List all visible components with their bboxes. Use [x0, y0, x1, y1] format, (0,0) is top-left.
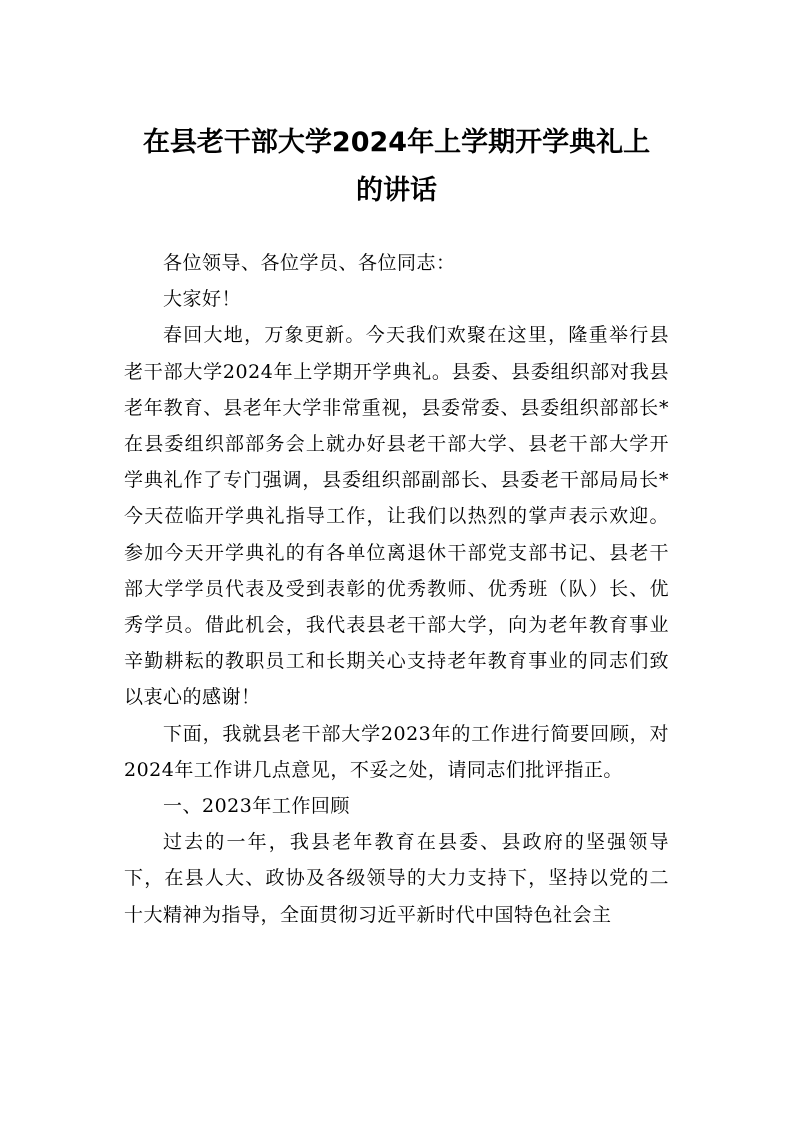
- section-heading: 一、2023年工作回顾: [163, 795, 350, 818]
- opening-paragraph: 春回大地，万象更新。今天我们欢聚在这里，隆重举行县老干部大学2024年上学期开学典礼。县委、县委组织部对我县老年教育、县老年大学非常重视，县委常委、县委组织部部长*在县委组织部部务会上就办好县老干部大学、县老干部大学开学典礼作了专门强调，县委组织部副部长、县委老干部局局长*今天莅临开学典礼指导工作，让我们以热烈的掌声表示欢迎。参加今天开学典礼的有各单位离退休干部党支部书记、县老干部大学学员代表及受到表彰的优秀教师、优秀班（队）长、优秀学员。借此机会，我代表县老干部大学，向为老年教育事业辛勤耕耘的教职员工和长期关心支持老年教育事业的同志们致以衷心的感谢！: [124, 324, 669, 709]
- document-title-line-1: 在县老干部大学2024年上学期开学典礼上: [142, 127, 651, 158]
- salutation-paragraph: 各位领导、各位学员、各位同志：: [163, 252, 456, 274]
- document-title-line-2: 的讲话: [356, 175, 437, 206]
- greeting-paragraph: 大家好！: [163, 288, 242, 311]
- review-paragraph: 过去的一年，我县老年教育在县委、县政府的坚强领导下，在县人大、政协及各级领导的大力支持下，坚持以党的二十大精神为指导，全面贯彻习近平新时代中国特色社会主: [124, 831, 669, 926]
- outline-paragraph: 下面，我就县老干部大学2023年的工作进行简要回顾，对2024年工作讲几点意见，不妥之处，请同志们批评指正。: [124, 722, 669, 781]
- document-body: [124, 245, 669, 933]
